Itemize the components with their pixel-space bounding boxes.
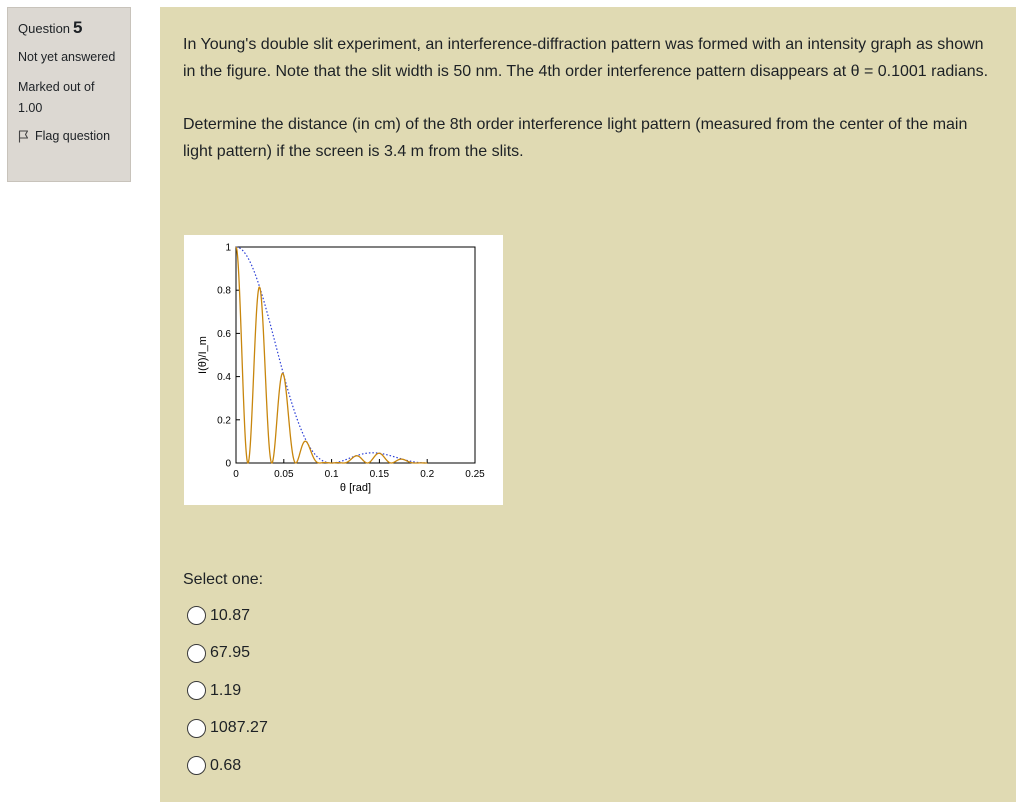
y-tick-label: 0.6 bbox=[217, 328, 231, 340]
flag-icon bbox=[18, 130, 29, 143]
y-axis-label: I(θ)/I_m bbox=[197, 336, 209, 374]
flag-question-button[interactable] bbox=[18, 129, 120, 143]
question-paragraph-2: Determine the distance (in cm) of the 8th order interference light pattern (measured from the center of the main light pattern) if the screen is 3.4 m from the slits. bbox=[183, 116, 968, 160]
y-tick-label: 0 bbox=[225, 458, 231, 470]
radio-button[interactable] bbox=[187, 606, 206, 625]
question-number-line bbox=[18, 18, 120, 38]
x-tick-label: 0.1 bbox=[324, 469, 339, 480]
select-one-label: Select one: bbox=[183, 571, 264, 588]
y-tick-label: 0.4 bbox=[217, 372, 231, 384]
answer-option-4[interactable] bbox=[187, 710, 268, 748]
answer-options bbox=[187, 597, 268, 785]
x-tick-label: 0 bbox=[233, 469, 239, 480]
radio-button[interactable] bbox=[187, 644, 206, 663]
marked-out-of: Marked out of 1.00 bbox=[18, 80, 95, 115]
answer-option-label: 0.68 bbox=[210, 756, 242, 774]
y-tick-label: 0.2 bbox=[217, 415, 231, 427]
x-tick-label: 0.15 bbox=[369, 469, 390, 480]
radio-button[interactable] bbox=[187, 756, 206, 775]
fringe-series-line bbox=[236, 247, 427, 463]
intensity-graph-figure bbox=[184, 235, 503, 505]
radio-button[interactable] bbox=[187, 681, 206, 700]
question-info-panel bbox=[7, 7, 131, 182]
x-axis-label: θ [rad] bbox=[339, 482, 372, 494]
answer-option-label: 67.95 bbox=[210, 644, 251, 662]
answer-option-2[interactable] bbox=[187, 635, 268, 673]
y-tick-label: 1 bbox=[225, 242, 231, 254]
question-state: Not yet answered bbox=[18, 50, 116, 64]
answer-option-5[interactable] bbox=[187, 747, 268, 785]
answer-option-label: 1.19 bbox=[210, 681, 242, 699]
x-tick-label: 0.05 bbox=[274, 469, 294, 480]
radio-button[interactable] bbox=[187, 719, 206, 738]
answer-option-label: 1087.27 bbox=[210, 719, 268, 737]
answer-option-label: 10.87 bbox=[210, 606, 251, 624]
question-content bbox=[160, 7, 1016, 802]
question-word: Question bbox=[18, 21, 71, 36]
question-text bbox=[183, 31, 993, 165]
flag-question-label: Flag question bbox=[35, 129, 111, 143]
x-tick-label: 0.25 bbox=[465, 469, 485, 480]
question-paragraph-1: In Young's double slit experiment, an interference-diffraction pattern was formed with an intensity graph as shown in the figure. Note that the slit width is 50 nm. The 4th order interference pattern disappears at θ = 0.1001 radians. bbox=[183, 36, 989, 80]
question-number: 5 bbox=[73, 18, 83, 37]
plot-frame bbox=[236, 247, 475, 463]
y-tick-label: 0.8 bbox=[217, 285, 231, 297]
answer-option-1[interactable] bbox=[187, 597, 268, 635]
x-tick-label: 0.2 bbox=[420, 469, 435, 480]
intensity-chart bbox=[184, 235, 503, 505]
answer-option-3[interactable] bbox=[187, 672, 268, 710]
